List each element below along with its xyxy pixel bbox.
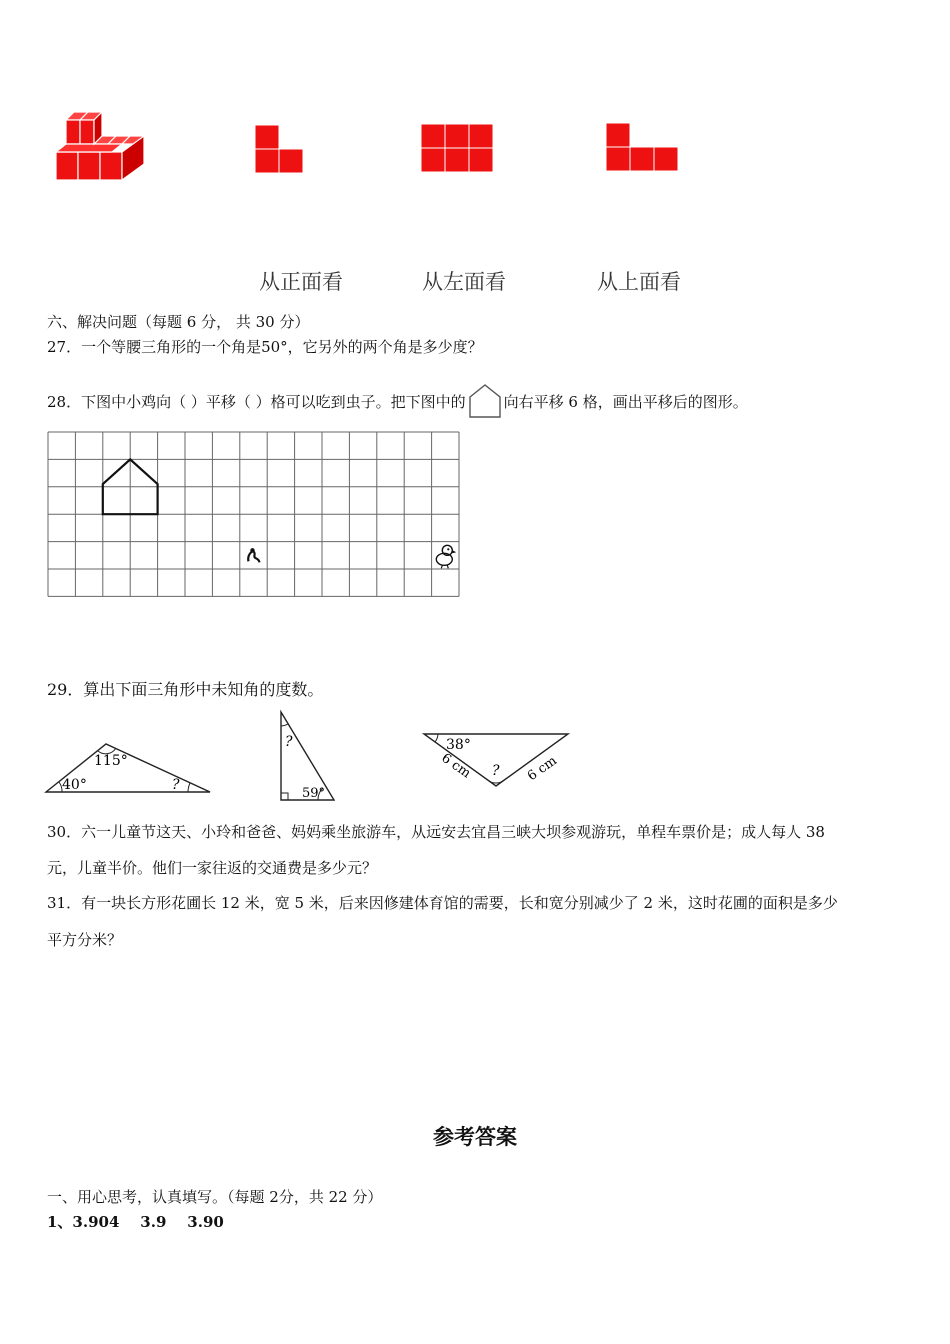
question-27: 27．一个等腰三角形的一个角是50°，它另外的两个角是多少度？ bbox=[47, 338, 483, 356]
top-view-figure bbox=[605, 122, 681, 174]
answer-1: 1、3.904 3.9 3.90 bbox=[47, 1213, 224, 1231]
triangle-2 bbox=[274, 708, 340, 804]
view-label-left: 从左面看 bbox=[422, 270, 506, 294]
question-31-line1: 31．有一块长方形花圃长 12 米，宽 5 米，后来因修建体育馆的需要，长和宽分别减少了 2 米，这时花圃的面积是多少 bbox=[47, 894, 838, 912]
triangle-1-angle-top: 115° bbox=[94, 753, 128, 769]
triangle-2-angle-unknown: ? bbox=[285, 734, 293, 750]
triangle-3 bbox=[420, 728, 572, 790]
triangle-3-angle-unknown: ? bbox=[492, 763, 500, 779]
bug-icon bbox=[248, 548, 259, 562]
answers-section-heading: 一、用心思考，认真填写。（每题 2分，共 22 分） bbox=[47, 1188, 383, 1206]
triangle-3-angle-left: 38° bbox=[446, 737, 471, 753]
pentagon-house-icon bbox=[468, 383, 502, 419]
question-31-line2: 平方分米？ bbox=[47, 931, 123, 949]
section-heading: 六、解决问题（每题 6 分， 共 30 分） bbox=[47, 313, 310, 331]
answers-title: 参考答案 bbox=[433, 1124, 517, 1149]
front-view-figure bbox=[254, 124, 306, 176]
left-view-figure bbox=[420, 123, 496, 175]
triangle-2-angle-bottom: 59° bbox=[302, 786, 326, 801]
chick-icon bbox=[436, 545, 456, 568]
view-label-front: 从正面看 bbox=[259, 270, 343, 294]
question-28-part2: 向右平移 6 格，画出平移后的图形。 bbox=[503, 393, 748, 411]
view-label-top: 从上面看 bbox=[597, 270, 681, 294]
question-28-part1: 28．下图中小鸡向（ ）平移（ ）格可以吃到虫子。把下图中的 bbox=[47, 393, 466, 411]
question-30-line1: 30．六一儿童节这天、小玲和爸爸、妈妈乘坐旅游车，从远安去宜昌三峡大坝参观游玩，单程车票价是；成人每人 38 bbox=[47, 823, 825, 841]
triangle-3-side-right: 6 cm bbox=[525, 753, 560, 785]
triangle-1 bbox=[44, 736, 214, 796]
cube-3d-figure bbox=[50, 108, 152, 186]
triangle-1-angle-unknown: ? bbox=[172, 777, 180, 793]
triangle-1-angle-left: 40° bbox=[62, 777, 87, 793]
question-28 bbox=[47, 383, 748, 419]
question-30-line2: 元，儿童半价。他们一家往返的交通费是多少元？ bbox=[47, 859, 378, 877]
triangle-3-side-left: 6 cm bbox=[438, 750, 474, 782]
translation-grid bbox=[46, 430, 462, 602]
question-29: 29．算出下面三角形中未知角的度数。 bbox=[47, 680, 324, 699]
